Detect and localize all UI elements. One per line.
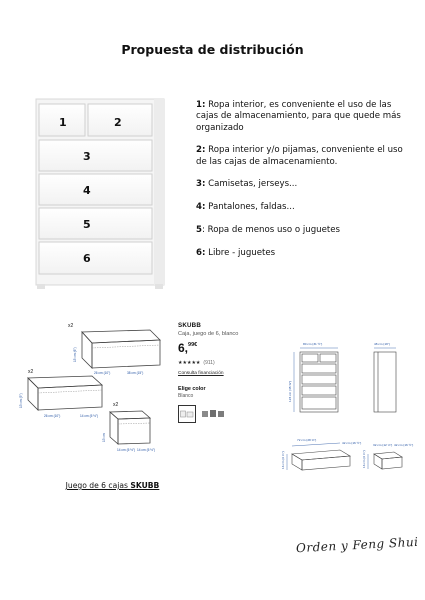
height-label: 123 cm (48 ⅜") bbox=[288, 380, 292, 402]
boxes-thumbnail-icon bbox=[180, 409, 194, 419]
page-title: Propuesta de distribución bbox=[121, 42, 304, 57]
side-depth-label: 48 cm (19") bbox=[374, 342, 390, 346]
large-depth-label: 38 cm (15") bbox=[127, 371, 144, 375]
product-card bbox=[178, 322, 268, 423]
boxes-thumbnail-icon bbox=[202, 408, 224, 418]
drawer-big-depth-label: 42 cm (16 ½") bbox=[342, 441, 362, 445]
swatch-grey-boxes[interactable] bbox=[202, 405, 224, 423]
mid-width-label: 26 cm (10") bbox=[44, 414, 61, 418]
list-item: 6: Libre - juguetes bbox=[196, 247, 276, 258]
color-swatches bbox=[178, 405, 268, 423]
small-height-label: 13 cm bbox=[102, 433, 106, 442]
color-value: Blanco bbox=[178, 393, 194, 399]
large-height-label: 15 cm (6") bbox=[73, 347, 77, 362]
product-description: Caja, juego de 6, blanco bbox=[178, 331, 239, 337]
drawer-big-width-label: 72 cm (28 ⅜") bbox=[297, 438, 317, 442]
list-item: 5: Ropa de menos uso o juguetes bbox=[196, 225, 341, 236]
list-item: 1: Ropa interior, es conveniente el uso de las cajas de almacenamiento, para que quede más organizado bbox=[196, 100, 401, 133]
product-price: 6,$^{99€}$ bbox=[178, 341, 198, 355]
dresser-drawing bbox=[35, 98, 165, 290]
boxes-drawing bbox=[10, 318, 170, 468]
dresser-illustration bbox=[35, 98, 165, 290]
drawer-number-6: 6 bbox=[83, 252, 91, 265]
signature-logo: Orden y Feng Shui bbox=[295, 534, 419, 556]
financing-link[interactable]: Consulta financiación bbox=[178, 371, 224, 376]
small-depth-label: 14 cm (5 ½") bbox=[137, 448, 156, 452]
front-width-label: 80 cm (31 ½") bbox=[303, 342, 323, 346]
storage-boxes-diagram bbox=[10, 318, 170, 468]
drawer-big-height-label: 16 cm (6 ¼") bbox=[281, 451, 285, 469]
multiplier-large: x2 bbox=[68, 323, 74, 329]
dimensions-drawing bbox=[270, 322, 420, 487]
mid-depth-label: 14 cm (5 ½") bbox=[80, 414, 99, 418]
drawer-small-depth-label: 42 cm (16 ½") bbox=[394, 443, 414, 447]
drawer-small-width-label: 32 cm (12 ⅝") bbox=[373, 443, 393, 447]
drawer-small-height-label: 16 cm (6 ¼") bbox=[362, 450, 366, 468]
drawer-number-2: 2 bbox=[114, 116, 122, 129]
swatch-white-boxes[interactable] bbox=[178, 405, 196, 423]
list-item: 3: Camisetas, jerseys... bbox=[196, 179, 298, 190]
multiplier-mid: x2 bbox=[28, 369, 34, 375]
list-item: 2: Ropa interior y/o pijamas, conveniente el uso de las cajas de almacenamiento. bbox=[196, 145, 403, 167]
dresser-dimensions-diagram bbox=[270, 322, 420, 487]
star-rating-icon: ★★★★★ bbox=[178, 360, 201, 366]
large-width-label: 26 cm (10") bbox=[94, 371, 111, 375]
list-item: 4: Pantalones, faldas... bbox=[196, 202, 295, 213]
multiplier-small: x2 bbox=[113, 402, 119, 408]
drawer-number-1: 1 bbox=[59, 116, 67, 129]
distribution-list bbox=[196, 100, 411, 271]
drawer-number-4: 4 bbox=[83, 184, 91, 197]
drawer-number-5: 5 bbox=[83, 218, 91, 231]
boxes-caption: Juego de 6 cajas SKUBB bbox=[65, 481, 160, 490]
drawer-number-3: 3 bbox=[83, 150, 91, 163]
product-name: SKUBB bbox=[178, 322, 202, 329]
color-label: Elige color bbox=[178, 386, 206, 392]
mid-height-label: 13 cm (5") bbox=[19, 393, 23, 408]
product-rating: ★★★★★ (911) bbox=[178, 360, 215, 366]
small-width-label: 14 cm (5 ½") bbox=[117, 448, 136, 452]
